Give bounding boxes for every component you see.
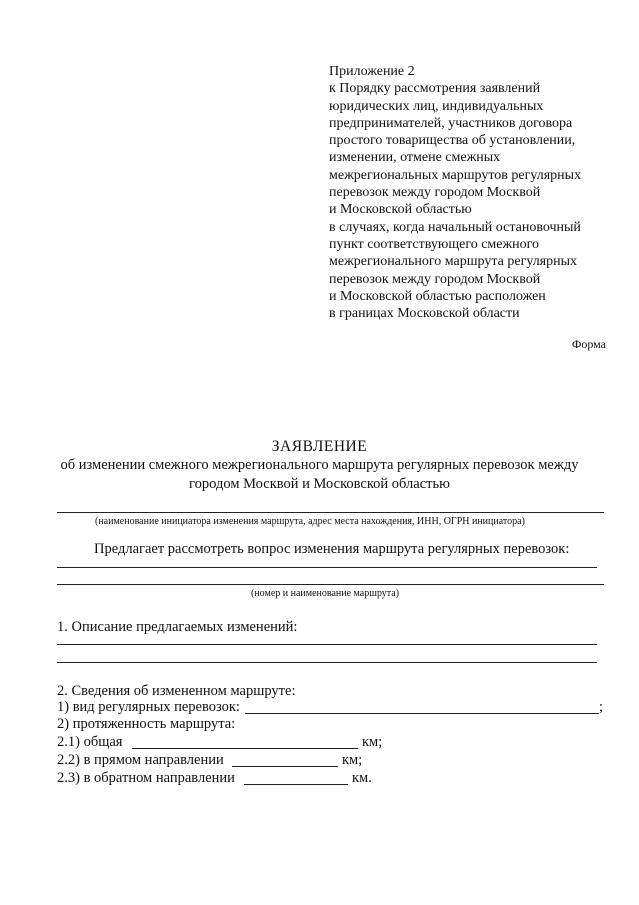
changes-field-line-2[interactable]: [57, 662, 597, 663]
initiator-field-line[interactable]: [57, 512, 604, 513]
reverse-length-field[interactable]: [244, 784, 348, 785]
appendix-block: [329, 63, 629, 322]
forward-length-field[interactable]: [232, 766, 338, 767]
appendix-line: юридических лиц, индивидуальных: [329, 98, 544, 114]
proposes-text: Предлагает рассмотреть вопрос изменения маршрута регулярных перевозок:: [94, 541, 570, 557]
item-1-label: 1) вид регулярных перевозок:: [57, 699, 240, 715]
appendix-line: и Московской областью расположен: [329, 288, 546, 304]
unit-km-1: км;: [362, 734, 383, 750]
form-label: Форма: [571, 337, 606, 351]
total-length-field[interactable]: [132, 748, 358, 749]
appendix-line: межрегиональных маршрутов регулярных: [329, 167, 582, 183]
route-field-line-1[interactable]: [57, 567, 597, 568]
appendix-line: простого товарищества об установлении,: [329, 133, 576, 149]
document-title: ЗАЯВЛЕНИЕ: [271, 438, 368, 455]
document-subtitle: [0, 456, 639, 494]
changes-field-line-1[interactable]: [57, 644, 597, 645]
appendix-line: в границах Московской области: [329, 306, 520, 322]
appendix-line: предпринимателей, участников договора: [329, 115, 573, 131]
item-2-2-label: 2.2) в прямом направлении: [57, 752, 224, 768]
appendix-line: перевозок между городом Москвой: [329, 185, 541, 201]
section-1-heading: 1. Описание предлагаемых изменений:: [57, 619, 298, 635]
appendix-line: к Порядку рассмотрения заявлений: [329, 81, 541, 97]
appendix-line: и Московской областью: [329, 202, 472, 218]
appendix-line: Приложение 2: [329, 64, 415, 79]
item-1-end: ;: [599, 699, 604, 715]
unit-km-2: км;: [342, 752, 363, 768]
route-caption: (номер и наименование маршрута): [251, 588, 400, 599]
item-2-3-label: 2.3) в обратном направлении: [57, 770, 235, 786]
transport-type-field[interactable]: [245, 713, 599, 714]
subtitle-line-2: городом Москвой и Московской областью: [189, 476, 450, 492]
appendix-line: межрегионального маршрута регулярных: [329, 254, 578, 270]
item-2-label: 2) протяженность маршрута:: [57, 716, 236, 732]
initiator-caption: (наименование инициатора изменения маршрута, адрес места нахождения, ИНН, ОГРН инициатора): [95, 516, 525, 527]
appendix-line: в случаях, когда начальный остановочный: [329, 219, 581, 235]
subtitle-line-1: об изменении смежного межрегионального маршрута регулярных перевозок между: [60, 457, 579, 473]
item-2-1-label: 2.1) общая: [57, 734, 123, 750]
route-field-line-2[interactable]: [57, 584, 604, 585]
unit-km-3: км.: [352, 770, 372, 786]
appendix-line: перевозок между городом Москвой: [329, 271, 541, 287]
section-2-heading: 2. Сведения об измененном маршруте:: [57, 683, 296, 699]
appendix-line: пункт соответствующего смежного: [329, 236, 540, 252]
appendix-line: изменении, отмене смежных: [329, 150, 501, 166]
